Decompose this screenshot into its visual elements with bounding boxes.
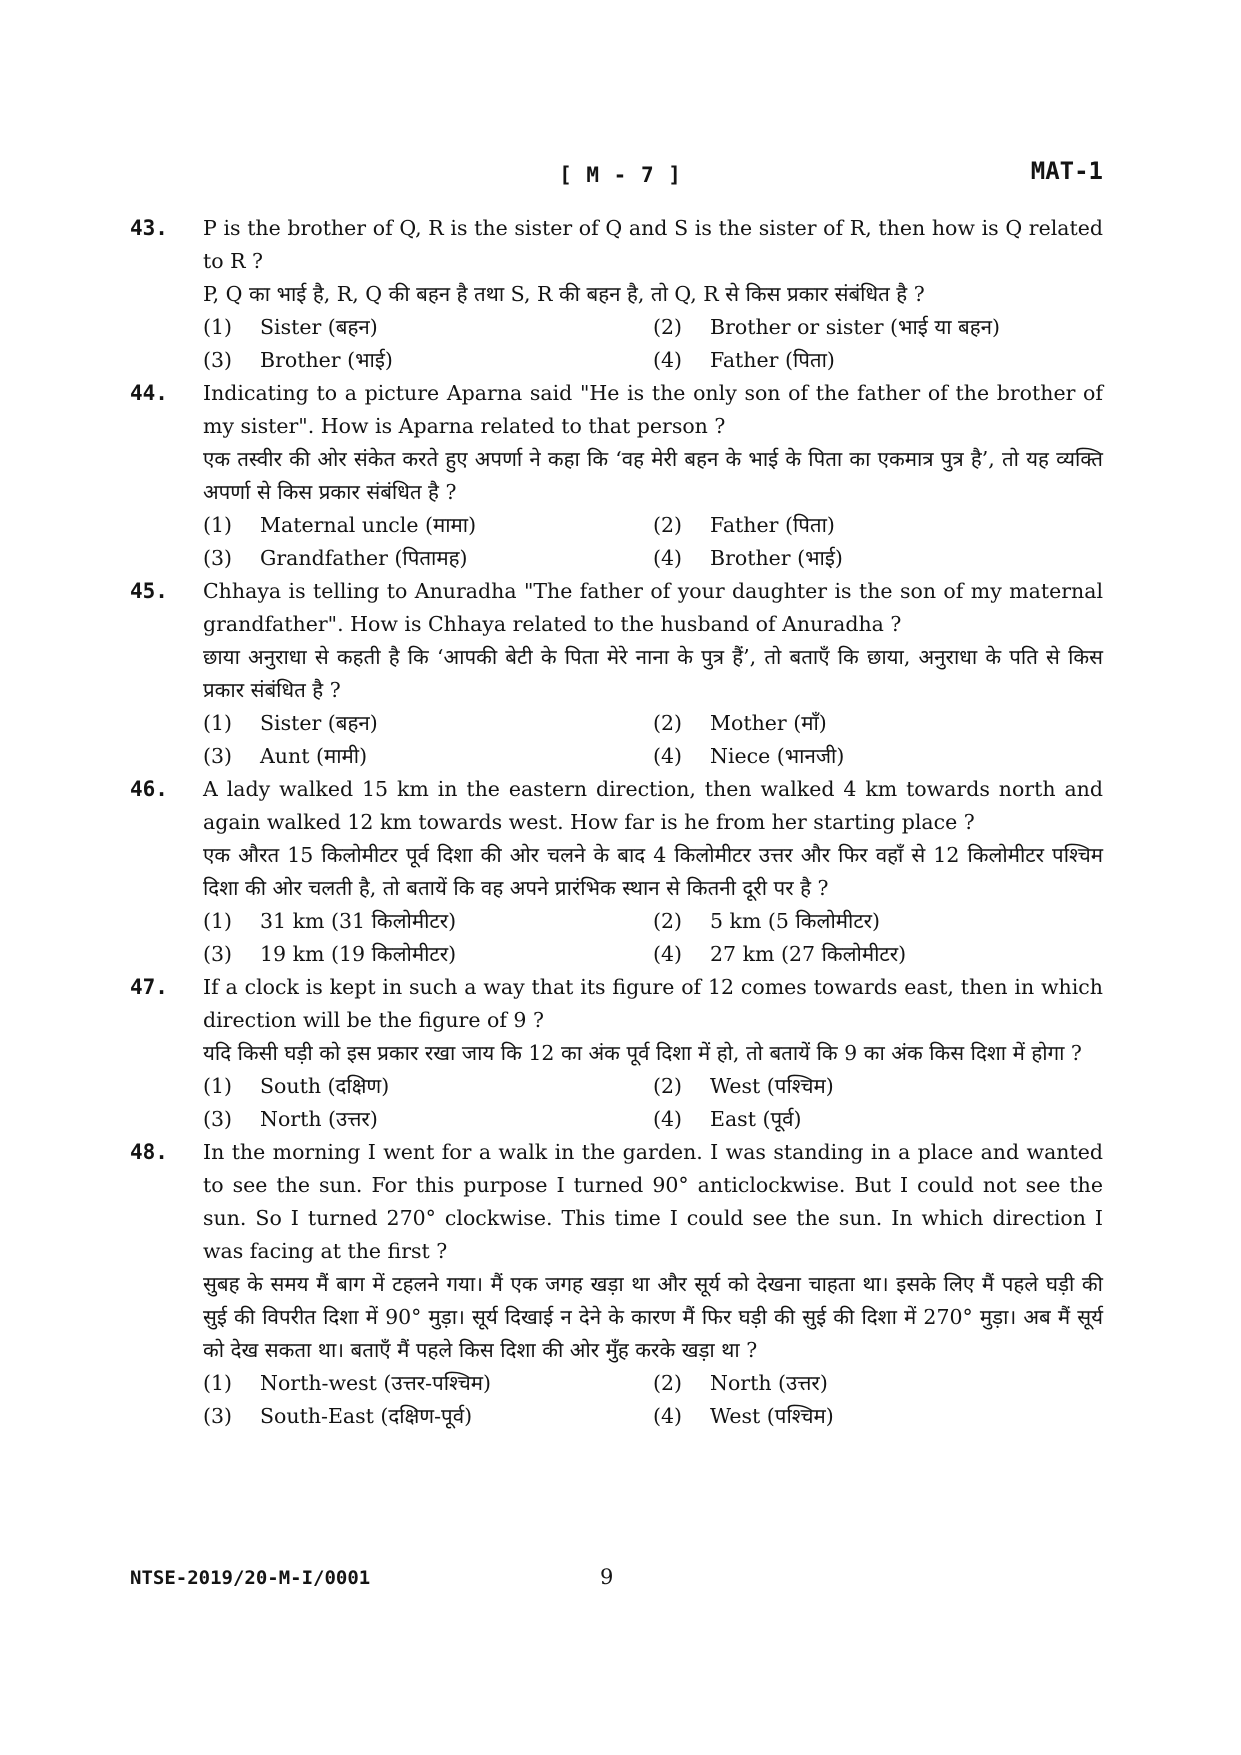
option-4[interactable]: [653, 1400, 1103, 1433]
option-text: Niece (भानजी): [710, 744, 845, 768]
question-46: [0, 773, 1241, 971]
option-number: (3): [203, 1404, 233, 1428]
option-text: 5 km (5 किलोमीटर): [710, 909, 881, 933]
option-text: Grandfather (पितामह): [260, 546, 468, 570]
option-text: Brother (भाई): [260, 348, 393, 372]
option-number: (3): [203, 942, 233, 966]
option-text: Sister (बहन): [260, 711, 378, 735]
option-number: (4): [653, 546, 683, 570]
option-2[interactable]: [653, 1070, 1103, 1103]
option-4[interactable]: [653, 938, 1103, 971]
options: [203, 905, 1103, 971]
question-43: [0, 212, 1241, 377]
option-number: (2): [653, 315, 683, 339]
question-text-english: Chhaya is telling to Anuradha "The father of your daughter is the son of my maternal grandfather". How is Chhaya related to the husband of Anuradha ?: [203, 579, 1103, 636]
option-text: 19 km (19 किलोमीटर): [260, 942, 457, 966]
option-text: North (उत्तर): [710, 1371, 828, 1395]
option-text: South (दक्षिण): [260, 1074, 390, 1098]
option-text: Brother or sister (भाई या बहन): [710, 315, 1001, 339]
option-4[interactable]: [653, 344, 1103, 377]
question-number: 44.: [130, 381, 168, 405]
option-number: (2): [653, 1371, 683, 1395]
question-text-hindi: P, Q का भाई है, R, Q की बहन है तथा S, R की बहन है, तो Q, R से किस प्रकार संबंधित है ?: [203, 282, 925, 306]
option-number: (4): [653, 744, 683, 768]
options: [203, 311, 1103, 377]
option-3[interactable]: [203, 1400, 653, 1433]
question-text-hindi: सुबह के समय मैं बाग में टहलने गया। मैं एक जगह खड़ा था और सूर्य को देखना चाहता था। इसके लिए मैं पहले घड़ी की सुई की विपरीत दिशा में 90° मुड़ा। सूर्य दिखाई न देने के कारण मैं फिर घड़ी की सुई की दिशा में 270° मुड़ा। अब मैं सूर्य को देख सकता था। बताएँ मैं पहले किस दिशा की ओर मुँह करके खड़ा था ?: [203, 1272, 1103, 1362]
question-number: 45.: [130, 579, 168, 603]
option-number: (4): [653, 1404, 683, 1428]
options: [203, 707, 1103, 773]
option-2[interactable]: [653, 707, 1103, 740]
option-text: 27 km (27 किलोमीटर): [710, 942, 907, 966]
option-number: (1): [203, 1074, 233, 1098]
paper-code: MAT-1: [1030, 157, 1103, 185]
question-text-hindi: एक औरत 15 किलोमीटर पूर्व दिशा की ओर चलने के बाद 4 किलोमीटर उत्तर और फिर वहाँ से 12 किलोमीटर पश्चिम दिशा की ओर चलती है, तो बतायें कि वह अपने प्रारंभिक स्थान से कितनी दूरी पर है ?: [203, 843, 1103, 900]
booklet-code: [ M - 7 ]: [559, 163, 682, 187]
question-48: [0, 1136, 1241, 1433]
option-text: West (पश्चिम): [710, 1404, 834, 1428]
option-text: South-East (दक्षिण-पूर्व): [260, 1404, 473, 1428]
option-number: (2): [653, 711, 683, 735]
question-list: [0, 212, 1241, 1433]
option-text: North-west (उत्तर-पश्चिम): [260, 1371, 492, 1395]
option-text: 31 km (31 किलोमीटर): [260, 909, 457, 933]
options: [203, 1070, 1103, 1136]
option-text: Aunt (मामी): [260, 744, 368, 768]
question-text-english: If a clock is kept in such a way that its figure of 12 comes towards east, then in which direction will be the figure of 9 ?: [203, 975, 1103, 1032]
option-number: (2): [653, 513, 683, 537]
option-text: Father (पिता): [710, 348, 835, 372]
question-text-english: Indicating to a picture Aparna said "He is the only son of the father of the brother of my sister". How is Aparna related to that person ?: [203, 381, 1103, 438]
question-text-english: A lady walked 15 km in the eastern direction, then walked 4 km towards north and again walked 12 km towards west. How far is he from her starting place ?: [203, 777, 1103, 834]
question-number: 48.: [130, 1140, 168, 1164]
question-text-english: In the morning I went for a walk in the garden. I was standing in a place and wanted to see the sun. For this purpose I turned 90° anticlockwise. But I could not see the sun. So I turned 270° clockwise. This time I could see the sun. In which direction I was facing at the first ?: [203, 1140, 1103, 1263]
option-1[interactable]: [203, 707, 653, 740]
option-number: (3): [203, 1107, 233, 1131]
question-44: [0, 377, 1241, 575]
option-1[interactable]: [203, 1367, 653, 1400]
option-number: (4): [653, 1107, 683, 1131]
question-text-english: P is the brother of Q, R is the sister of Q and S is the sister of R, then how is Q related to R ?: [203, 216, 1103, 273]
option-3[interactable]: [203, 542, 653, 575]
question-text-hindi: एक तस्वीर की ओर संकेत करते हुए अपर्णा ने कहा कि ‘वह मेरी बहन के भाई के पिता का एकमात्र पुत्र है’, तो यह व्यक्ति अपर्णा से किस प्रकार संबंधित है ?: [203, 447, 1103, 504]
option-2[interactable]: [653, 905, 1103, 938]
option-number: (4): [653, 348, 683, 372]
question-47: [0, 971, 1241, 1136]
option-3[interactable]: [203, 1103, 653, 1136]
option-1[interactable]: [203, 905, 653, 938]
option-number: (1): [203, 711, 233, 735]
options: [203, 509, 1103, 575]
option-number: (2): [653, 1074, 683, 1098]
option-number: (1): [203, 513, 233, 537]
option-text: Sister (बहन): [260, 315, 378, 339]
option-number: (1): [203, 1371, 233, 1395]
option-4[interactable]: [653, 542, 1103, 575]
option-1[interactable]: [203, 311, 653, 344]
option-number: (2): [653, 909, 683, 933]
option-text: West (पश्चिम): [710, 1074, 834, 1098]
option-number: (3): [203, 348, 233, 372]
option-3[interactable]: [203, 938, 653, 971]
option-text: Maternal uncle (मामा): [260, 513, 477, 537]
option-text: East (पूर्व): [710, 1107, 802, 1131]
option-number: (1): [203, 315, 233, 339]
option-number: (4): [653, 942, 683, 966]
option-3[interactable]: [203, 740, 653, 773]
option-text: North (उत्तर): [260, 1107, 378, 1131]
question-number: 43.: [130, 216, 168, 240]
option-3[interactable]: [203, 344, 653, 377]
option-number: (1): [203, 909, 233, 933]
question-number: 46.: [130, 777, 168, 801]
question-45: [0, 575, 1241, 773]
option-number: (3): [203, 744, 233, 768]
question-text-hindi: छाया अनुराधा से कहती है कि ‘आपकी बेटी के पिता मेरे नाना के पुत्र हैं’, तो बताएँ कि छाया, अनुराधा के पति से किस प्रकार संबंधित है ?: [203, 645, 1103, 702]
footer-exam-code: NTSE-2019/20-M-I/0001: [130, 1567, 371, 1589]
option-2[interactable]: [653, 311, 1103, 344]
option-text: Mother (माँ): [710, 711, 827, 735]
option-text: Father (पिता): [710, 513, 835, 537]
option-text: Brother (भाई): [710, 546, 843, 570]
option-2[interactable]: [653, 1367, 1103, 1400]
option-1[interactable]: [203, 1070, 653, 1103]
option-number: (3): [203, 546, 233, 570]
options: [203, 1367, 1103, 1433]
question-number: 47.: [130, 975, 168, 999]
option-4[interactable]: [653, 1103, 1103, 1136]
option-1[interactable]: [203, 509, 653, 542]
page-number: 9: [600, 1565, 614, 1589]
option-2[interactable]: [653, 509, 1103, 542]
question-text-hindi: यदि किसी घड़ी को इस प्रकार रखा जाय कि 12 का अंक पूर्व दिशा में हो, तो बतायें कि 9 का अंक किस दिशा में होगा ?: [203, 1041, 1082, 1065]
option-4[interactable]: [653, 740, 1103, 773]
